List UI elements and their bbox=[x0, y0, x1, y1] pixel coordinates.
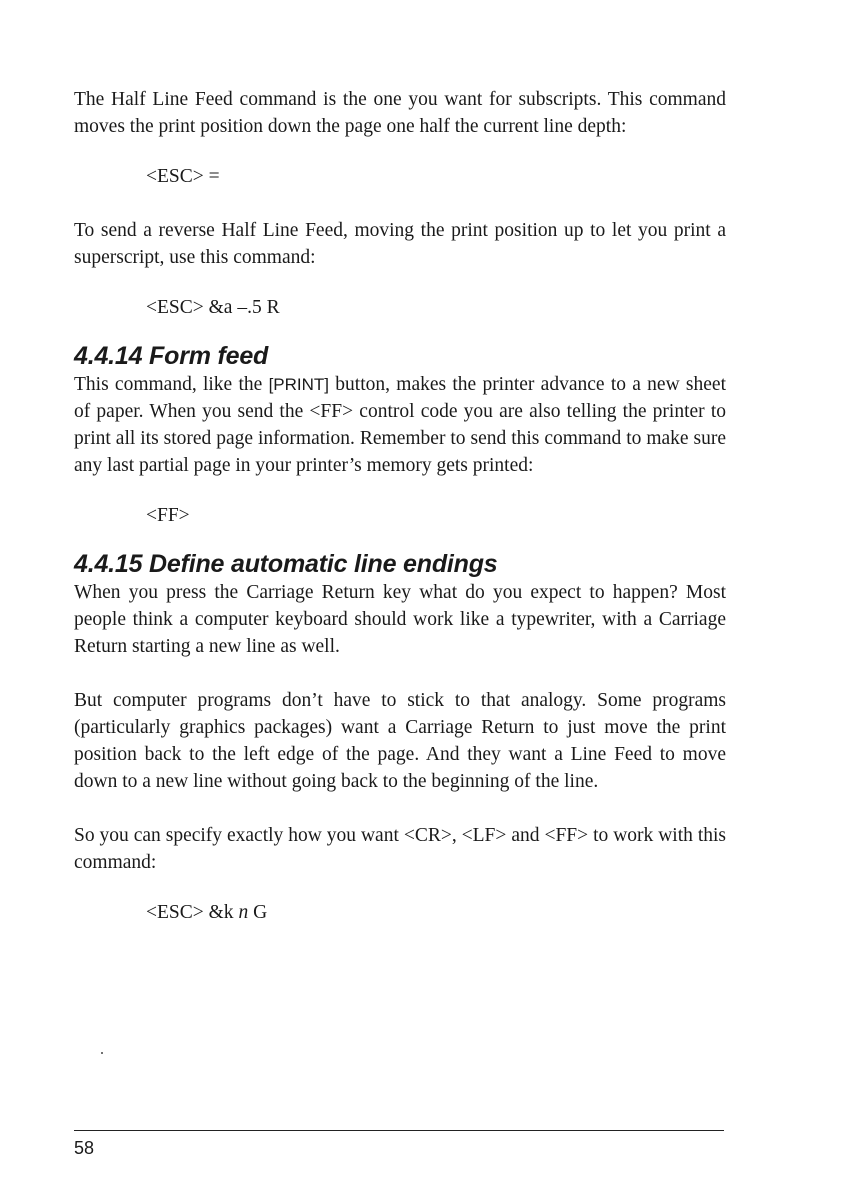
scan-speck bbox=[101, 1052, 103, 1054]
half-line-feed-command: <ESC> = bbox=[146, 166, 220, 187]
reverse-half-line-feed-paragraph: To send a reverse Half Line Feed, moving the print position up to let you print a superscript, use this command: bbox=[74, 220, 726, 268]
line-endings-heading: 4.4.15 Define automatic line endings bbox=[74, 550, 498, 578]
line-endings-paragraph-1: When you press the Carriage Return key what do you expect to happen? Most people think a computer keyboard should work like a typewriter, with a Carriage Return starting a new line as well. bbox=[74, 582, 726, 657]
print-button-label: [PRINT] bbox=[268, 375, 330, 394]
form-feed-text-pre: This command, like the bbox=[74, 374, 269, 395]
footer-rule bbox=[74, 1130, 724, 1131]
half-line-feed-paragraph: The Half Line Feed command is the one you want for subscripts. This command moves the print position down the page one half the current line depth: bbox=[74, 89, 726, 137]
line-endings-command-pre: <ESC> &k bbox=[146, 902, 239, 923]
form-feed-text-post: button, makes the printer advance to a new sheet of paper. When you send the <FF> control code you are also telling the printer to print all its stored page information. Remember to send this command to make sure any last partial page in your printer’s memory gets printed: bbox=[74, 374, 726, 476]
line-endings-command bbox=[74, 899, 726, 926]
line-endings-command-variable: n bbox=[238, 902, 249, 923]
form-feed-command: <FF> bbox=[146, 505, 190, 526]
reverse-half-line-feed-command: <ESC> &a –.5 R bbox=[146, 297, 280, 318]
form-feed-paragraph bbox=[74, 371, 726, 479]
page-number: 58 bbox=[74, 1138, 95, 1158]
line-endings-command-post: G bbox=[248, 902, 268, 923]
form-feed-heading: 4.4.14 Form feed bbox=[74, 342, 269, 370]
line-endings-paragraph-3: So you can specify exactly how you want <CR>, <LF> and <FF> to work with this command: bbox=[74, 825, 726, 873]
document-page bbox=[74, 86, 726, 926]
line-endings-paragraph-2: But computer programs don’t have to stick to that analogy. Some programs (particularly graphics packages) want a Carriage Return to just move the print position back to the left edge of the page. And they want a Line Feed to move down to a new line without going back to the beginning of the line. bbox=[74, 690, 726, 792]
